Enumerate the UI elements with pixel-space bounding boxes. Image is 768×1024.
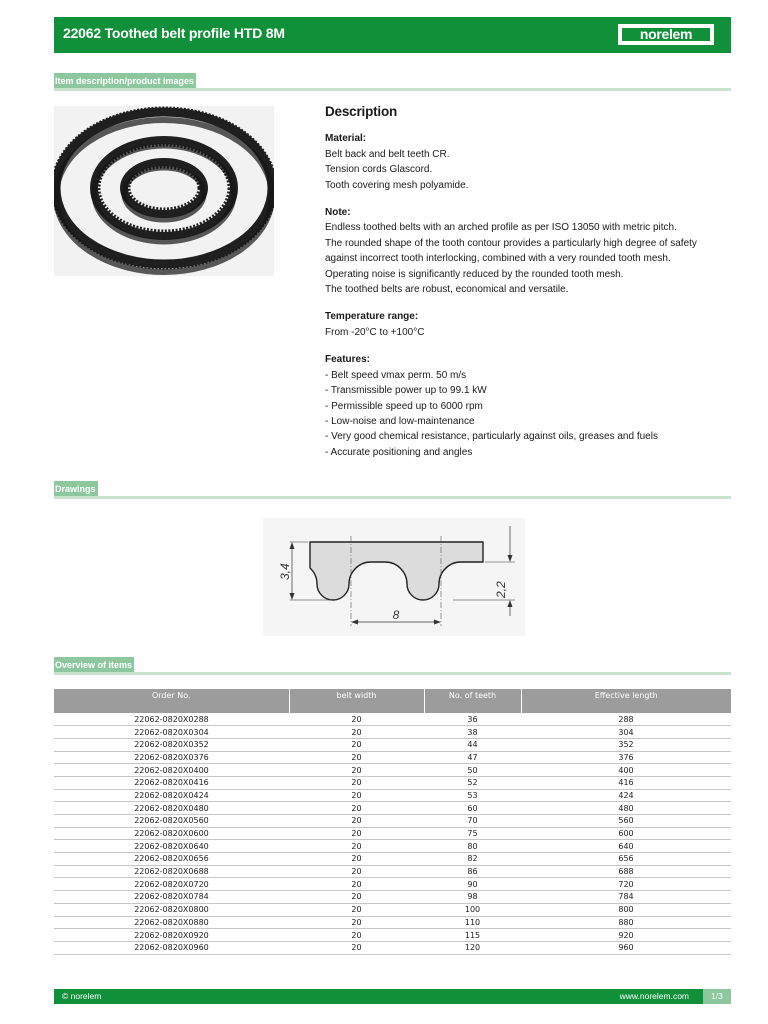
section-drawings [54, 481, 731, 499]
cell-belt-width: 20 [289, 802, 424, 815]
cell-order-no: 22062-0820X0784 [54, 891, 289, 904]
cell-teeth: 115 [424, 929, 521, 942]
note-line: The rounded shape of the tooth contour provides a particularly high degree of safety [325, 237, 697, 249]
cell-order-no: 22062-0820X0720 [54, 878, 289, 891]
note-line: The toothed belts are robust, economical and versatile. [325, 284, 569, 296]
cell-teeth: 60 [424, 802, 521, 815]
page-footer [54, 989, 731, 1004]
cell-teeth: 98 [424, 891, 521, 904]
cell-teeth: 70 [424, 815, 521, 828]
table-row [54, 789, 731, 802]
section-item-description [54, 73, 731, 91]
cell-belt-width: 20 [289, 815, 424, 828]
cell-effective-length: 600 [521, 827, 731, 840]
cell-teeth: 120 [424, 941, 521, 954]
cell-order-no: 22062-0820X0600 [54, 827, 289, 840]
website-link[interactable]: www.norelem.com [619, 991, 689, 1001]
description-panel [325, 104, 730, 472]
cell-belt-width: 20 [289, 827, 424, 840]
section-overview [54, 657, 731, 675]
cell-teeth: 38 [424, 726, 521, 739]
cell-belt-width: 20 [289, 726, 424, 739]
table-row [54, 840, 731, 853]
cell-effective-length: 688 [521, 865, 731, 878]
note-line: Endless toothed belts with an arched profile as per ISO 13050 with metric pitch. [325, 222, 677, 234]
cell-effective-length: 400 [521, 764, 731, 777]
section-rule [54, 496, 731, 499]
cell-teeth: 36 [424, 713, 521, 726]
feature-item: - Permissible speed up to 6000 rpm [325, 400, 483, 412]
table-row [54, 916, 731, 929]
cell-order-no: 22062-0820X0304 [54, 726, 289, 739]
material-line: Belt back and belt teeth CR. [325, 148, 450, 160]
cell-order-no: 22062-0820X0424 [54, 789, 289, 802]
note-block [325, 205, 730, 297]
cell-effective-length: 656 [521, 853, 731, 866]
features-block [325, 352, 730, 460]
cell-belt-width: 20 [289, 929, 424, 942]
table-row [54, 802, 731, 815]
table-header-row [54, 689, 731, 713]
cell-teeth: 90 [424, 878, 521, 891]
cell-belt-width: 20 [289, 941, 424, 954]
cell-belt-width: 20 [289, 853, 424, 866]
cell-effective-length: 560 [521, 815, 731, 828]
cell-belt-width: 20 [289, 840, 424, 853]
cell-effective-length: 720 [521, 878, 731, 891]
cell-order-no: 22062-0820X0920 [54, 929, 289, 942]
cell-effective-length: 416 [521, 776, 731, 789]
cell-belt-width: 20 [289, 878, 424, 891]
column-belt-width: belt width [289, 689, 424, 713]
feature-item: - Low-noise and low-maintenance [325, 415, 475, 427]
table-row [54, 891, 731, 904]
section-rule [54, 672, 731, 675]
table-row [54, 903, 731, 916]
cell-order-no: 22062-0820X0960 [54, 941, 289, 954]
cell-belt-width: 20 [289, 865, 424, 878]
cell-order-no: 22062-0820X0376 [54, 751, 289, 764]
cell-effective-length: 480 [521, 802, 731, 815]
section-tab-drawings: Drawings [54, 481, 98, 497]
table-row [54, 853, 731, 866]
cell-teeth: 44 [424, 738, 521, 751]
cell-belt-width: 20 [289, 789, 424, 802]
page-title: 22062 Toothed belt profile HTD 8M [63, 25, 285, 41]
cell-belt-width: 20 [289, 738, 424, 751]
norelem-logo [618, 24, 714, 45]
cell-effective-length: 920 [521, 929, 731, 942]
column-order-no: Order No. [54, 689, 289, 713]
feature-item: - Transmissible power up to 99.1 kW [325, 385, 487, 397]
cell-teeth: 50 [424, 764, 521, 777]
cell-belt-width: 20 [289, 751, 424, 764]
table-row [54, 827, 731, 840]
cell-order-no: 22062-0820X0656 [54, 853, 289, 866]
cell-effective-length: 784 [521, 891, 731, 904]
feature-item: - Belt speed vmax perm. 50 m/s [325, 369, 467, 381]
feature-item: - Very good chemical resistance, particularly against oils, greases and fuels [325, 431, 658, 443]
note-line: against incorrect tooth interlocking, combined with a very rounded tooth mesh. [325, 253, 671, 265]
table-row [54, 713, 731, 726]
logo-text: norelem [622, 28, 710, 41]
cell-order-no: 22062-0820X0288 [54, 713, 289, 726]
table-row [54, 941, 731, 954]
temperature-title: Temperature range: [325, 311, 419, 323]
cell-order-no: 22062-0820X0352 [54, 738, 289, 751]
cell-effective-length: 880 [521, 916, 731, 929]
cell-teeth: 82 [424, 853, 521, 866]
table-row [54, 726, 731, 739]
cell-effective-length: 288 [521, 713, 731, 726]
section-rule [54, 88, 731, 91]
temperature-block [325, 309, 730, 340]
cell-teeth: 75 [424, 827, 521, 840]
cell-effective-length: 304 [521, 726, 731, 739]
cell-teeth: 47 [424, 751, 521, 764]
material-line: Tooth covering mesh polyamide. [325, 179, 469, 191]
cell-order-no: 22062-0820X0560 [54, 815, 289, 828]
table-row [54, 738, 731, 751]
table-row [54, 929, 731, 942]
note-line: Operating noise is significantly reduced by the rounded tooth mesh. [325, 268, 624, 280]
cell-effective-length: 960 [521, 941, 731, 954]
column-teeth: No. of teeth [424, 689, 521, 713]
table-row [54, 764, 731, 777]
section-tab-overview: Overview of items [54, 657, 134, 673]
column-effective-length: Effective length [521, 689, 731, 713]
cell-effective-length: 376 [521, 751, 731, 764]
cell-teeth: 100 [424, 903, 521, 916]
cell-order-no: 22062-0820X0688 [54, 865, 289, 878]
cell-teeth: 52 [424, 776, 521, 789]
table-body [54, 713, 731, 954]
toothed-belt-image [54, 106, 274, 276]
items-table [54, 689, 731, 955]
belt-profile-drawing [263, 518, 525, 636]
cell-effective-length: 800 [521, 903, 731, 916]
description-heading: Description [325, 104, 398, 119]
table-row [54, 776, 731, 789]
material-line: Tension cords Glascord. [325, 164, 433, 176]
cell-belt-width: 20 [289, 916, 424, 929]
page-number: 1/3 [703, 989, 731, 1004]
table-row [54, 751, 731, 764]
section-tab-description: Item description/product images [54, 73, 196, 89]
cell-teeth: 80 [424, 840, 521, 853]
material-title: Material: [325, 133, 367, 145]
material-block [325, 131, 730, 193]
dimension-pitch: 8 [392, 608, 400, 622]
cell-belt-width: 20 [289, 903, 424, 916]
cell-order-no: 22062-0820X0480 [54, 802, 289, 815]
note-title: Note: [325, 207, 351, 219]
feature-item: - Accurate positioning and angles [325, 446, 473, 458]
dimension-tooth: 2,2 [494, 581, 508, 598]
table-row [54, 815, 731, 828]
features-title: Features: [325, 354, 371, 366]
cell-teeth: 110 [424, 916, 521, 929]
cell-belt-width: 20 [289, 891, 424, 904]
table-row [54, 878, 731, 891]
temperature-text: From -20°C to +100°C [325, 326, 425, 338]
cell-effective-length: 352 [521, 738, 731, 751]
cell-teeth: 53 [424, 789, 521, 802]
cell-order-no: 22062-0820X0800 [54, 903, 289, 916]
cell-belt-width: 20 [289, 776, 424, 789]
cell-effective-length: 640 [521, 840, 731, 853]
cell-effective-length: 424 [521, 789, 731, 802]
dimension-height: 3,4 [278, 563, 292, 580]
cell-belt-width: 20 [289, 713, 424, 726]
cell-order-no: 22062-0820X0640 [54, 840, 289, 853]
cell-order-no: 22062-0820X0416 [54, 776, 289, 789]
cell-order-no: 22062-0820X0400 [54, 764, 289, 777]
cell-order-no: 22062-0820X0880 [54, 916, 289, 929]
table-row [54, 865, 731, 878]
cell-teeth: 86 [424, 865, 521, 878]
cell-belt-width: 20 [289, 764, 424, 777]
copyright-text: © norelem [62, 991, 102, 1001]
page-header [54, 17, 731, 53]
